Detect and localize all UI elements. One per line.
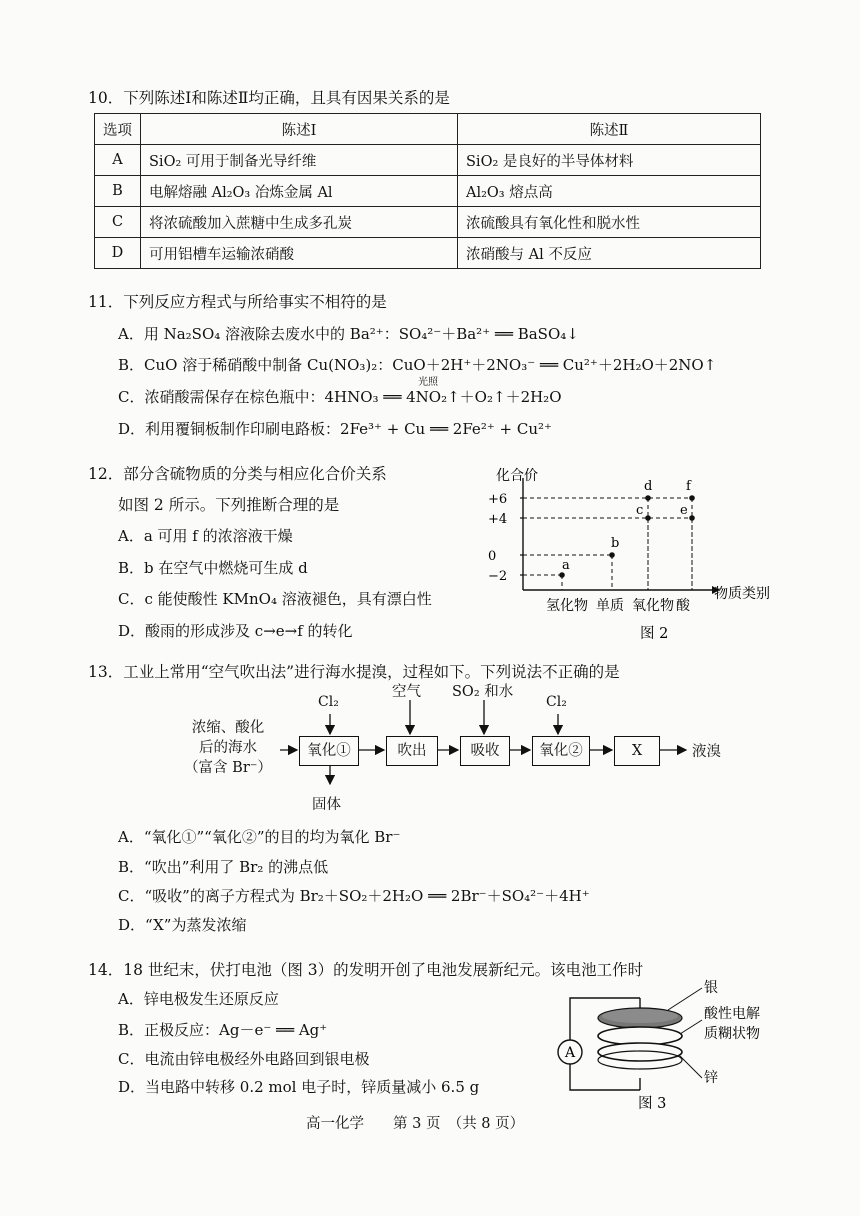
flow-step-oxidation-1: 氧化① <box>299 736 359 766</box>
flow-output-solid: 固体 <box>312 797 341 813</box>
row-statement-2: Al₂O₃ 熔点高 <box>458 176 761 207</box>
flow-step-blow-out: 吹出 <box>386 736 438 766</box>
flow-input-line: 浓缩、酸化 <box>191 720 265 736</box>
point-f <box>689 495 695 501</box>
point-label-c: c <box>636 503 644 518</box>
header-option: 选项 <box>95 114 141 145</box>
figure-3-caption: 图 3 <box>638 1096 667 1112</box>
q10-table <box>94 113 761 269</box>
q12-option-d: D．酸雨的形成涉及 c→e→f 的转化 <box>118 622 353 640</box>
point-label-f: f <box>686 479 691 494</box>
chart-xlabel: 物质类别 <box>714 586 770 602</box>
point-label-a: a <box>562 558 570 573</box>
q13-option-b: B．“吹出”利用了 Br₂ 的沸点低 <box>118 858 329 876</box>
flow-input-cl2-1: Cl₂ <box>318 694 339 710</box>
q12-option-c: C．c 能使酸性 KMnO₄ 溶液褪色，具有漂白性 <box>118 590 432 608</box>
ammeter-label: A <box>565 1045 576 1061</box>
y-tick-label: 0 <box>488 549 497 564</box>
q11-option-a: A．用 Na₂SO₄ 溶液除去废水中的 Ba²⁺：SO₄²⁻＋Ba²⁺ ══ BaSO₄↓ <box>118 325 579 343</box>
row-statement-2: 浓硫酸具有氧化性和脱水性 <box>458 207 761 238</box>
x-category-label: 单质 <box>596 598 624 614</box>
figure-2-valence-chart <box>480 462 780 652</box>
q13-option-c: C．“吸收”的离子方程式为 Br₂＋SO₂＋2H₂O ══ 2Br⁻＋SO₄²⁻＋4H⁺ <box>118 887 590 905</box>
x-category-label: 氢化物 <box>546 598 588 614</box>
flow-input-line: 后的海水 <box>199 740 257 756</box>
point-a <box>559 572 565 578</box>
q12-option-b: B．b 在空气中燃烧可生成 d <box>118 559 308 577</box>
row-statement-1: SiO₂ 可用于制备光导纤维 <box>141 145 458 176</box>
flow-input-cl2-2: Cl₂ <box>546 694 567 710</box>
y-tick-label: +4 <box>488 512 508 527</box>
label-paste-1: 酸性电解 <box>704 1006 760 1022</box>
point-label-d: d <box>644 479 653 494</box>
row-statement-1: 将浓硫酸加入蔗糖中生成多孔炭 <box>141 207 458 238</box>
row-option: C <box>95 207 141 238</box>
q14-option-a: A．锌电极发生还原反应 <box>118 990 279 1008</box>
point-label-b: b <box>611 536 620 551</box>
label-paste-2: 质糊状物 <box>704 1026 760 1042</box>
point-b <box>609 552 615 558</box>
flow-product-liquid-bromine: 液溴 <box>692 744 721 760</box>
table-row <box>95 145 761 176</box>
table-row <box>95 176 761 207</box>
header-statement-1: 陈述Ⅰ <box>141 114 458 145</box>
q11-stem: 11．下列反应方程式与所给事实不相符的是 <box>88 293 387 311</box>
q12-option-a: A．a 可用 f 的浓溶液干燥 <box>118 527 293 545</box>
table-row <box>95 207 761 238</box>
row-statement-2: SiO₂ 是良好的半导体材料 <box>458 145 761 176</box>
flow-step-oxidation-2: 氧化② <box>532 736 590 766</box>
q11-option-c: C．浓硝酸需保存在棕色瓶中：4HNO₃ ══ 4NO₂↑＋O₂↑＋2H₂O <box>118 388 562 406</box>
figure-3-voltaic-cell <box>552 980 792 1110</box>
x-category-label: 氧化物 <box>632 598 674 614</box>
q13-option-d: D．“X”为蒸发浓缩 <box>118 916 247 934</box>
y-tick-label: −2 <box>488 569 508 584</box>
q10-stem: 10．下列陈述Ⅰ和陈述Ⅱ均正确，且具有因果关系的是 <box>88 89 450 107</box>
flow-step-absorption: 吸收 <box>460 736 510 766</box>
y-tick-label: +6 <box>488 492 508 507</box>
row-option: B <box>95 176 141 207</box>
q11-option-d: D．利用覆铜板制作印刷电路板：2Fe³⁺ + Cu ══ 2Fe²⁺ + Cu²⁺ <box>118 420 552 438</box>
light-condition-label: 光照 <box>418 377 438 388</box>
page-footer: 高一化学 第 3 页 （共 8 页） <box>306 1116 525 1132</box>
table-row <box>95 238 761 269</box>
row-statement-1: 可用铝槽车运输浓硝酸 <box>141 238 458 269</box>
flow-step-x: X <box>614 736 660 766</box>
flow-input-so2-water: SO₂ 和水 <box>452 684 514 700</box>
q13-stem: 13．工业上常用“空气吹出法”进行海水提溴，过程如下。下列说法不正确的是 <box>88 663 620 681</box>
q14-option-c: C．电流由锌电极经外电路回到银电极 <box>118 1050 370 1068</box>
flow-input-air: 空气 <box>392 684 421 700</box>
q13-option-a: A．“氧化①”“氧化②”的目的均为氧化 Br⁻ <box>118 828 401 846</box>
label-silver: 银 <box>704 980 718 996</box>
q14-stem: 14．18 世纪末，伏打电池（图 3）的发明开创了电池发展新纪元。该电池工作时 <box>88 961 644 979</box>
x-category-label: 酸 <box>676 598 690 614</box>
row-option: A <box>95 145 141 176</box>
zinc-disc <box>598 1043 682 1061</box>
row-option: D <box>95 238 141 269</box>
q12-stem-line2: 如图 2 所示。下列推断合理的是 <box>118 496 340 514</box>
point-label-e: e <box>680 503 688 518</box>
table-header-row <box>95 114 761 145</box>
row-statement-1: 电解熔融 Al₂O₃ 冶炼金属 Al <box>141 176 458 207</box>
header-statement-2: 陈述Ⅱ <box>458 114 761 145</box>
row-statement-2: 浓硝酸与 Al 不反应 <box>458 238 761 269</box>
figure-2-caption: 图 2 <box>640 626 669 642</box>
q14-option-d: D．当电路中转移 0.2 mol 电子时，锌质量减小 6.5 g <box>118 1078 480 1096</box>
flow-input-line: （富含 Br⁻） <box>184 760 272 776</box>
q12-stem-line1: 12．部分含硫物质的分类与相应化合价关系 <box>88 465 387 483</box>
label-zinc: 锌 <box>704 1070 718 1086</box>
q14-option-b: B．正极反应：Ag－e⁻ ══ Ag⁺ <box>118 1021 328 1039</box>
chart-ylabel: 化合价 <box>496 468 538 484</box>
q11-option-b: B．CuO 溶于稀硝酸中制备 Cu(NO₃)₂：CuO＋2H⁺＋2NO₃⁻ ══ Cu²⁺＋2H₂O＋2NO↑ <box>118 356 717 374</box>
